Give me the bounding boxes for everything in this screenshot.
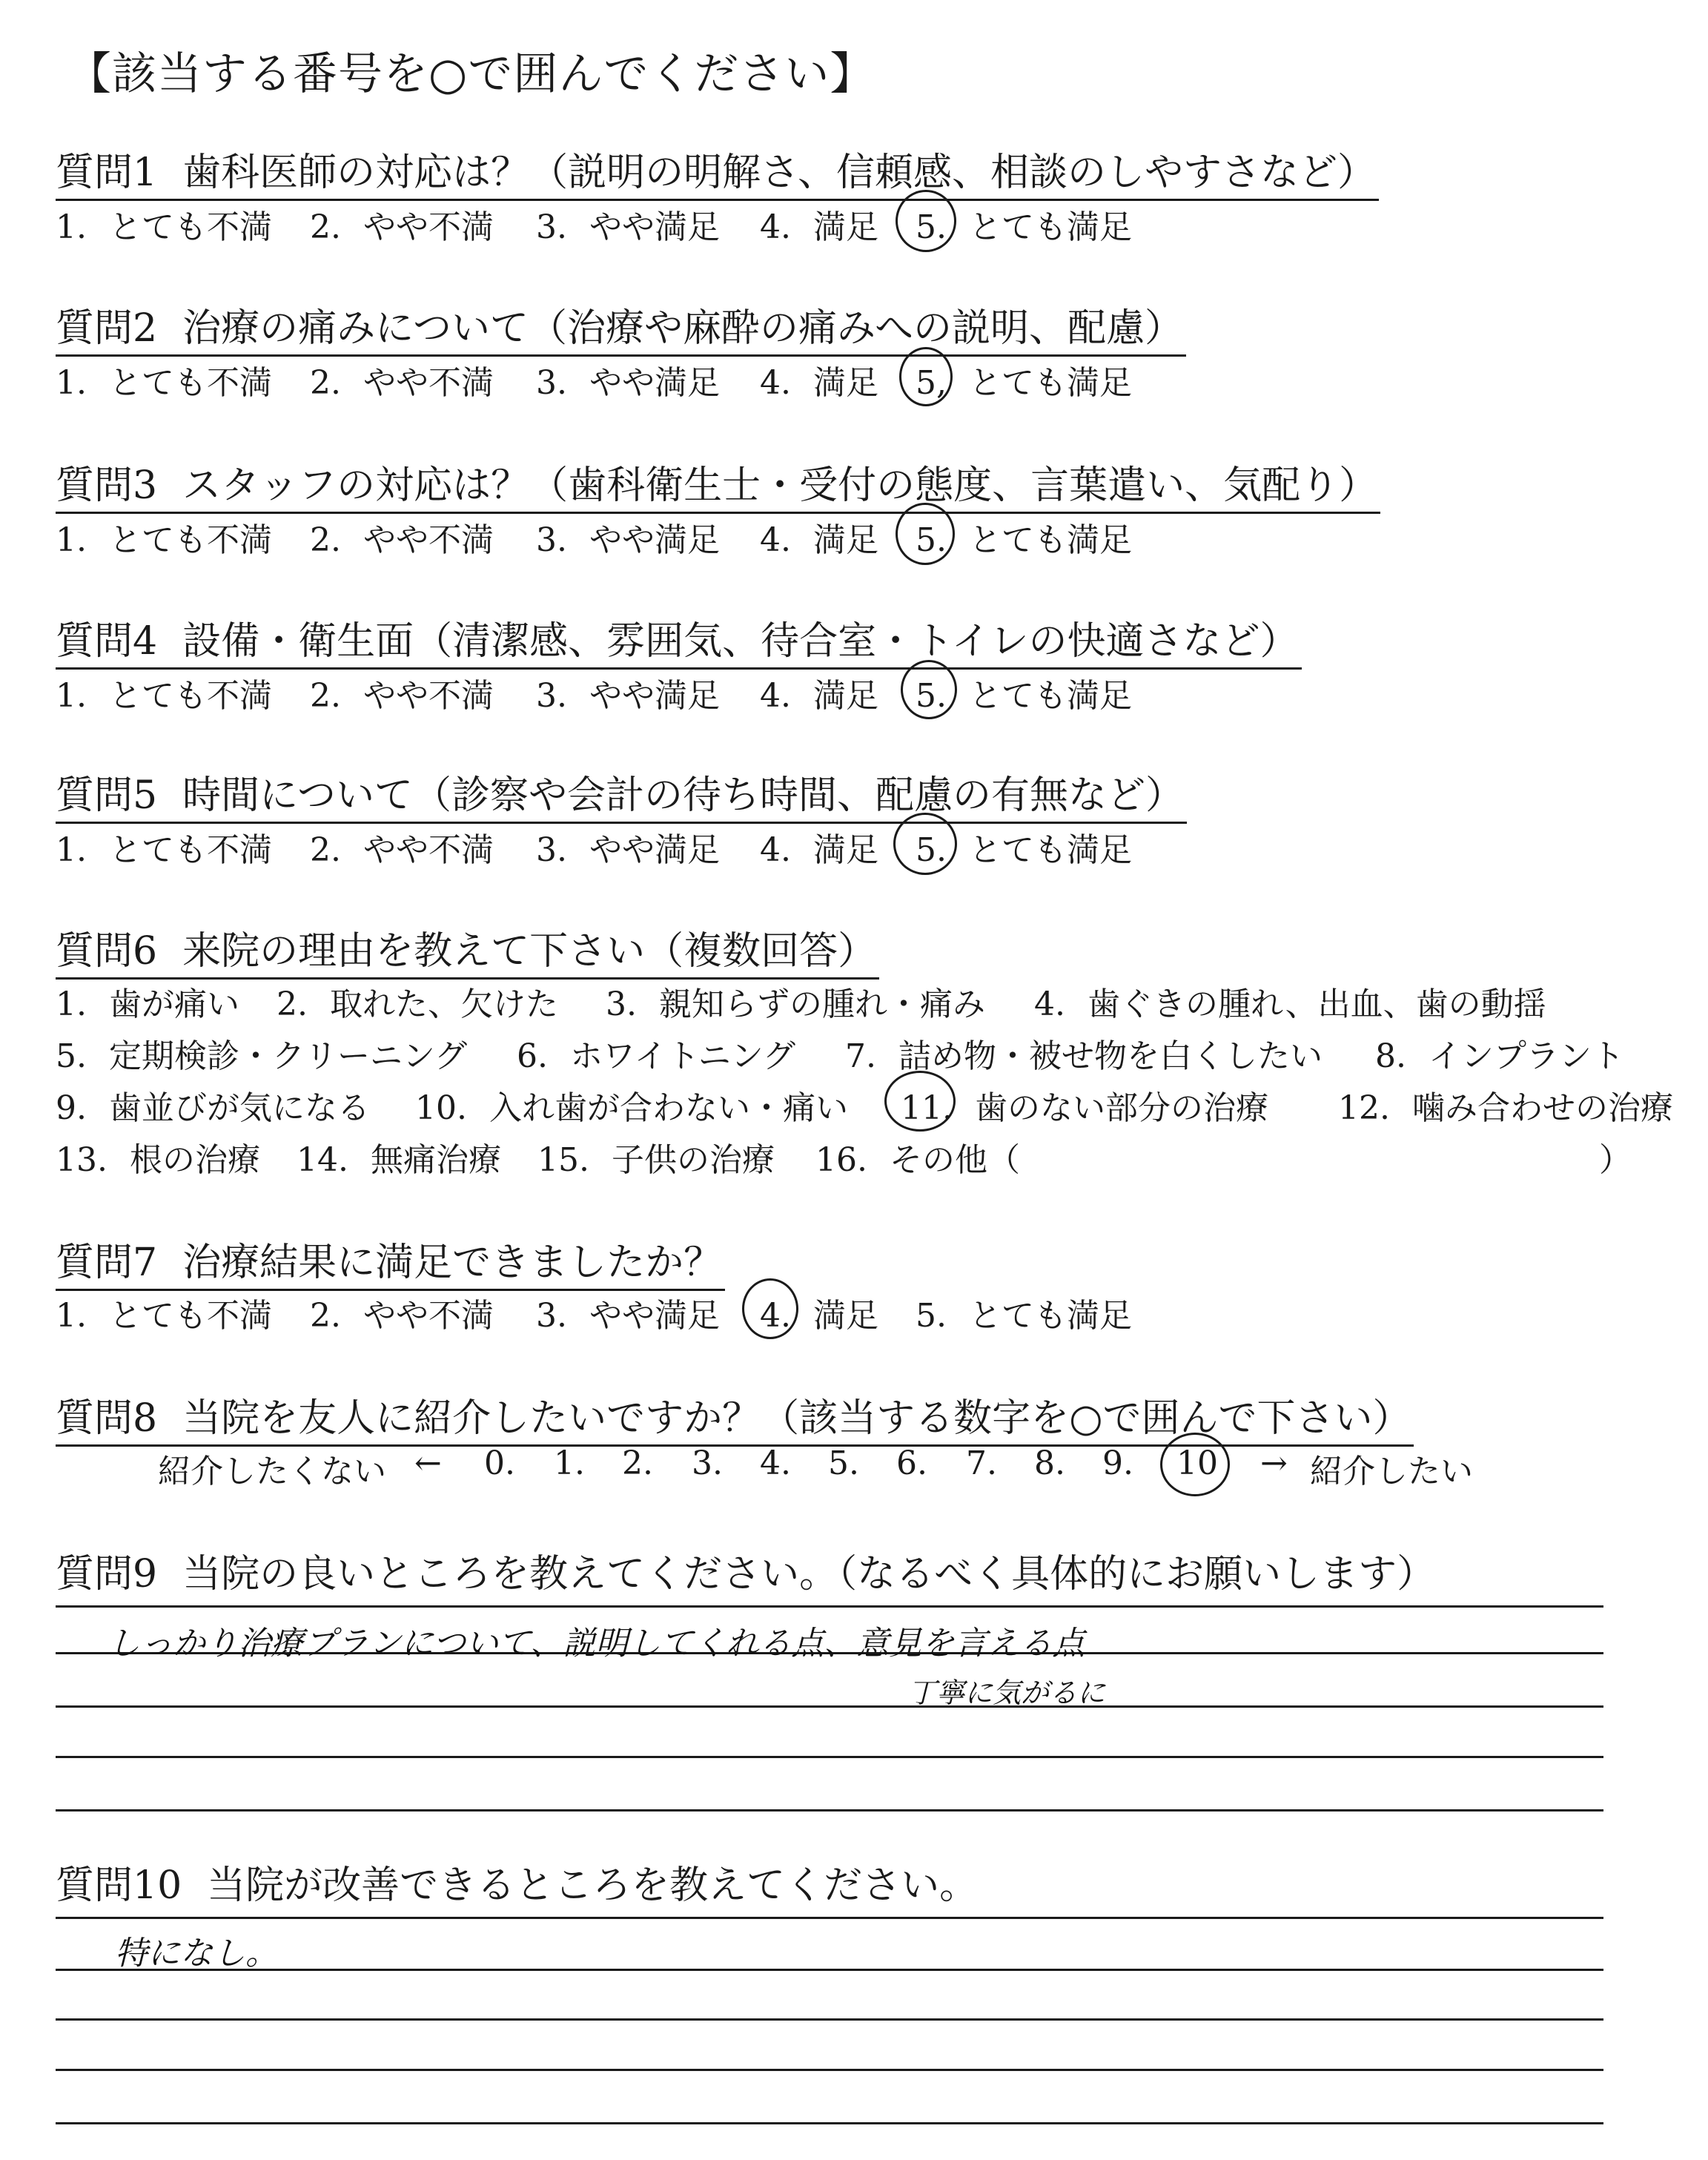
q5-number: 質問5 <box>56 773 158 818</box>
q7-number: 質問7 <box>56 1241 158 1285</box>
q4-option-5[interactable]: 5. とても満足 <box>916 677 1132 715</box>
q2-option-4[interactable]: 4. 満足 <box>760 364 878 402</box>
q6-option-10[interactable]: 10. 入れ歯が合わない・痛い <box>415 1089 848 1127</box>
q9-answer-line-3 <box>56 1705 1603 1708</box>
q2-heading <box>56 297 1186 352</box>
q1-option-5[interactable]: 5. とても満足 <box>916 208 1132 246</box>
q8-scale-4[interactable]: 4. <box>760 1444 791 1482</box>
q7-heading <box>56 1231 725 1287</box>
q7-option-2[interactable]: 2. やや不満 <box>310 1297 494 1335</box>
q8-scale-6[interactable]: 6. <box>896 1444 927 1482</box>
q8-left-label: 紹介したくない <box>158 1453 386 1490</box>
q9-handwritten-answer-2[interactable]: 丁寧に気がるに <box>908 1677 1106 1709</box>
q3-option-1[interactable]: 1. とても不満 <box>56 521 272 559</box>
q3-number: 質問3 <box>56 463 158 508</box>
q8-text: 当院を友人に紹介したいですか？（該当する数字を○で囲んで下さい） <box>182 1396 1411 1441</box>
q6-row-1 <box>56 977 1678 1022</box>
q2-option-5[interactable]: 5, とても満足 <box>916 364 1132 402</box>
q8-right-arrow: → <box>1260 1444 1288 1482</box>
q8-left-arrow: ← <box>414 1444 442 1482</box>
q10-answer-line-3 <box>56 2018 1603 2021</box>
q3-option-2[interactable]: 2. やや不満 <box>310 521 494 559</box>
q8-number: 質問8 <box>56 1396 158 1441</box>
q5-option-2[interactable]: 2. やや不満 <box>310 831 494 869</box>
q9-handwritten-answer-1[interactable]: しっかり治療プランについて、説明してくれる点、意見を言える点 <box>107 1625 1085 1662</box>
q7-option-1[interactable]: 1. とても不満 <box>56 1297 272 1335</box>
q1-option-1[interactable]: 1. とても不満 <box>56 208 272 246</box>
q8-scale-0[interactable]: 0. <box>484 1444 515 1482</box>
q8-scale-10[interactable]: 10 <box>1176 1444 1218 1482</box>
q7-options <box>56 1289 1678 1333</box>
q6-option-16[interactable]: 16. その他（ <box>815 1141 1020 1179</box>
q6-option-4[interactable]: 4. 歯ぐきの腫れ、出血、歯の動揺 <box>1034 985 1546 1023</box>
page-title: 【該当する番号を○で囲んでください】 <box>67 48 875 100</box>
q4-option-4[interactable]: 4. 満足 <box>760 677 878 715</box>
q3-heading <box>56 454 1380 509</box>
q3-option-3[interactable]: 3. やや満足 <box>536 521 720 559</box>
q4-heading <box>56 610 1302 665</box>
q8-right-label: 紹介したい <box>1310 1453 1473 1490</box>
q6-row-3 <box>56 1081 1678 1126</box>
q6-number: 質問6 <box>56 929 158 974</box>
q5-options <box>56 823 1678 868</box>
q10-number: 質問10 <box>56 1863 182 1908</box>
q6-row-2 <box>56 1029 1678 1074</box>
q8-scale-7[interactable]: 7. <box>966 1444 997 1482</box>
q7-option-3[interactable]: 3. やや満足 <box>536 1297 720 1335</box>
q1-options <box>56 200 1678 245</box>
q6-option-2[interactable]: 2. 取れた、欠けた <box>277 985 558 1023</box>
q5-option-5[interactable]: 5. とても満足 <box>916 831 1132 869</box>
q8-scale-5[interactable]: 5. <box>828 1444 859 1482</box>
q1-option-3[interactable]: 3. やや満足 <box>536 208 720 246</box>
q4-option-3[interactable]: 3. やや満足 <box>536 677 720 715</box>
q6-option-1[interactable]: 1. 歯が痛い <box>56 985 239 1023</box>
q1-heading <box>56 141 1379 196</box>
q9-text: 当院の良いところを教えてください。（なるべく具体的にお願いします） <box>182 1552 1436 1596</box>
q6-heading <box>56 919 879 975</box>
q10-handwritten-answer[interactable]: 特になし。 <box>115 1935 278 1972</box>
q1-option-4[interactable]: 4. 満足 <box>760 208 878 246</box>
q10-text: 当院が改善できるところを教えてください。 <box>207 1863 979 1908</box>
q7-text: 治療結果に満足できましたか？ <box>182 1241 723 1285</box>
q8-heading <box>56 1387 1414 1442</box>
q8-scale-8[interactable]: 8. <box>1034 1444 1065 1482</box>
q6-option-9[interactable]: 9. 歯並びが気になる <box>56 1089 370 1127</box>
q4-options <box>56 669 1678 713</box>
q6-option-12[interactable]: 12. 噛み合わせの治療 <box>1338 1089 1673 1127</box>
q1-text: 歯科医師の対応は？（説明の明解さ、信頼感、相談のしやすさなど） <box>182 151 1377 195</box>
q5-option-4[interactable]: 4. 満足 <box>760 831 878 869</box>
q6-option-8[interactable]: 8. インプラント <box>1375 1037 1624 1075</box>
q8-scale-row <box>56 1444 1678 1489</box>
q5-text: 時間について（診察や会計の待ち時間、配慮の有無など） <box>182 773 1185 818</box>
q6-option-15[interactable]: 15. 子供の治療 <box>537 1141 775 1179</box>
q6-text: 来院の理由を教えて下さい（複数回答） <box>182 929 877 974</box>
q6-option-6[interactable]: 6. ホワイトニング <box>517 1037 796 1075</box>
q3-option-5[interactable]: 5. とても満足 <box>916 521 1132 559</box>
q2-options <box>56 356 1678 400</box>
q5-option-1[interactable]: 1. とても不満 <box>56 831 272 869</box>
q2-text: 治療の痛みについて（治療や麻酔の痛みへの説明、配慮） <box>182 306 1184 351</box>
q3-text: スタッフの対応は？（歯科衛生士・受付の態度、言葉遣い、気配り） <box>182 463 1378 508</box>
q4-option-2[interactable]: 2. やや不満 <box>310 677 494 715</box>
q1-number: 質問1 <box>56 151 158 195</box>
q6-option-5[interactable]: 5. 定期検診・クリーニング <box>56 1037 468 1075</box>
q7-option-4[interactable]: 4. 満足 <box>760 1297 878 1335</box>
q10-answer-line-4 <box>56 2069 1603 2071</box>
q9-answer-line-4 <box>56 1756 1603 1758</box>
q9-number: 質問9 <box>56 1552 158 1596</box>
q6-option-7[interactable]: 7. 詰め物・被せ物を白くしたい <box>845 1037 1323 1075</box>
q2-option-1[interactable]: 1. とても不満 <box>56 364 272 402</box>
q3-options <box>56 513 1678 558</box>
q3-option-4[interactable]: 4. 満足 <box>760 521 878 559</box>
q4-number: 質問4 <box>56 619 158 664</box>
q8-scale-2[interactable]: 2. <box>622 1444 653 1482</box>
q6-option-13[interactable]: 13. 根の治療 <box>56 1141 260 1179</box>
q6-other-close-paren: ） <box>1599 1141 1632 1179</box>
q2-option-3[interactable]: 3. やや満足 <box>536 364 720 402</box>
q9-answer-line-5 <box>56 1809 1603 1811</box>
q6-row-4 <box>56 1133 1678 1178</box>
q10-answer-line-1 <box>56 1917 1603 1919</box>
q9-heading <box>56 1542 1438 1598</box>
q10-answer-line-5 <box>56 2122 1603 2124</box>
q7-option-5[interactable]: 5. とても満足 <box>916 1297 1132 1335</box>
q5-heading <box>56 764 1187 819</box>
q8-scale-1[interactable]: 1. <box>554 1444 585 1482</box>
q2-option-2[interactable]: 2. やや不満 <box>310 364 494 402</box>
q6-option-3[interactable]: 3. 親知らずの腫れ・痛み <box>606 985 985 1023</box>
q4-text: 設備・衛生面（清潔感、雰囲気、待合室・トイレの快適さなど） <box>182 619 1299 664</box>
q6-option-11[interactable]: 11. 歯のない部分の治療 <box>901 1089 1268 1127</box>
q10-answer-line-2 <box>56 1969 1603 1971</box>
q2-number: 質問2 <box>56 306 158 351</box>
q9-answer-line-1 <box>56 1605 1603 1608</box>
q5-option-3[interactable]: 3. やや満足 <box>536 831 720 869</box>
q6-option-14[interactable]: 14. 無痛治療 <box>297 1141 501 1179</box>
q1-option-2[interactable]: 2. やや不満 <box>310 208 494 246</box>
q4-option-1[interactable]: 1. とても不満 <box>56 677 272 715</box>
q8-scale-9[interactable]: 9. <box>1102 1444 1133 1482</box>
q8-scale-3[interactable]: 3. <box>692 1444 723 1482</box>
q10-heading <box>56 1854 981 1909</box>
